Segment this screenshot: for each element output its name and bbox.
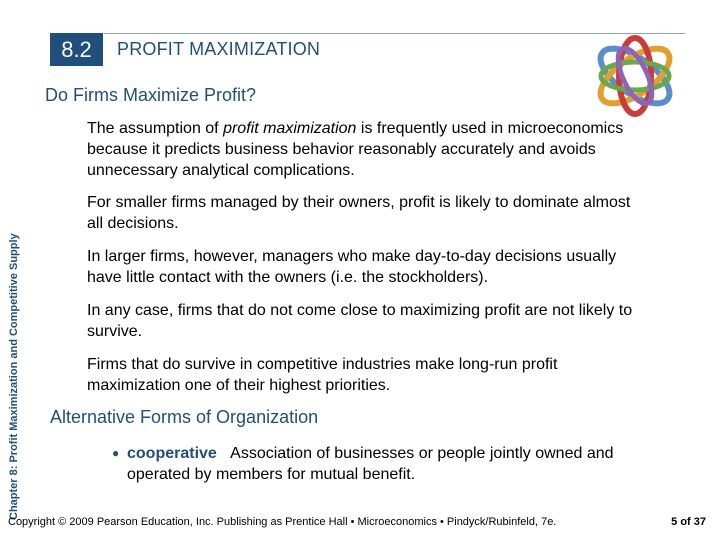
chapter-side-label: Chapter 8: Profit Maximization and Competitive Supply [8, 233, 20, 520]
definition-bullet [112, 443, 632, 485]
section-number: 8.2 [50, 33, 103, 66]
paragraph-1: The assumption of profit maximization is frequently used in microeconomics because it predicts business behavior reasonably accurately and avoids unnecessary analytical complications. [87, 120, 624, 179]
definition-text [112, 443, 632, 485]
page-number: 5 of 37 [671, 516, 706, 528]
footer-copyright: Copyright © 2009 Pearson Education, Inc. Publishing as Prentice Hall • Microeconomics • Pindyck/Rubinfeld, 7e. [8, 516, 557, 528]
paragraph-5: Firms that do survive in competitive industries make long-run profit maximization one of their highest priorities. [87, 356, 558, 394]
paragraph-2: For smaller firms managed by their owners, profit is likely to dominate almost all decisions. [87, 194, 631, 232]
definition-term: cooperative [127, 445, 217, 462]
bullet-icon: ● [112, 446, 120, 460]
subtitle: Do Firms Maximize Profit? [45, 85, 257, 105]
interlocking-rings-icon [583, 26, 688, 126]
definition-body: Association of businesses or people jointly owned and operated by members for mutual benefit. [127, 445, 614, 483]
alt-section-title: Alternative Forms of Organization [50, 407, 319, 427]
section-title: PROFIT MAXIMIZATION [117, 39, 321, 59]
paragraph-4: In any case, firms that do not come close to maximizing profit are not likely to survive. [87, 302, 633, 340]
paragraph-3: In larger firms, however, managers who make day-to-day decisions usually have little contact with the owners (i.e. the stockholders). [87, 248, 617, 286]
